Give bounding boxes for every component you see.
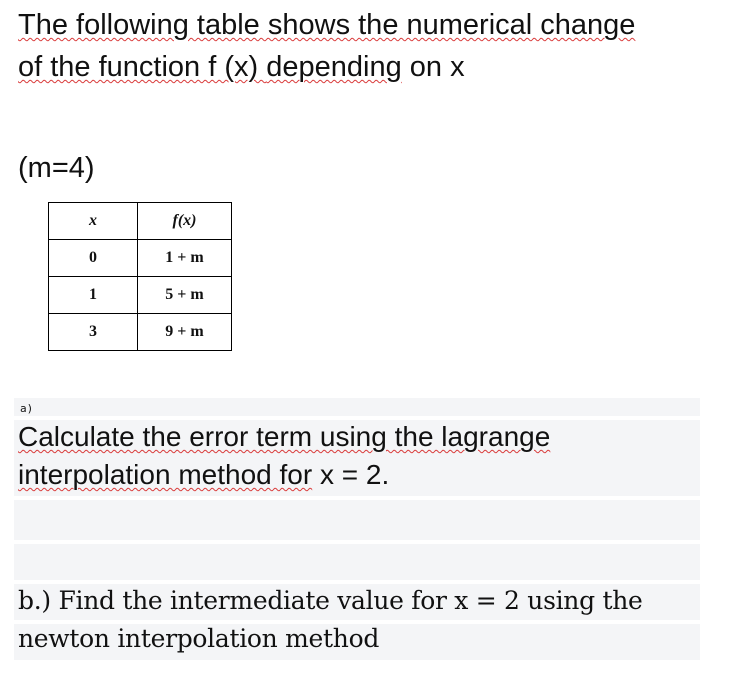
part-b-question — [18, 582, 708, 658]
m-value-text: (m=4) — [18, 152, 95, 184]
table-row — [49, 277, 232, 314]
background-band — [14, 500, 700, 540]
m-value-note — [18, 148, 95, 188]
cell-fx: 5 + m — [138, 277, 232, 314]
part-a-marker: a) — [20, 402, 34, 415]
part-b-line-1: b.) Find the intermediate value for x = 2 using the — [18, 586, 643, 615]
header-fx: f(x) — [138, 203, 232, 240]
cell-x: 0 — [49, 240, 138, 277]
header-x: x — [49, 203, 138, 240]
part-b-line-2: newton interpolation method — [18, 624, 380, 653]
intro-line-2-text-a: of the function f (x) — [18, 51, 267, 83]
part-a-line-1-text: Calculate the error term using the lagrange — [18, 421, 551, 452]
intro-line-2-text-b: depending — [266, 51, 402, 83]
part-a-line-1 — [18, 418, 698, 456]
part-a-line-2-text-a: interpolation method for — [18, 459, 313, 490]
table-row — [49, 240, 232, 277]
cell-x: 3 — [49, 314, 138, 351]
part-a-question — [18, 418, 698, 494]
cell-fx: 1 + m — [138, 240, 232, 277]
intro-line-1-text: The following table shows the numerical change — [18, 9, 636, 41]
part-a-line-2-text-b: x = 2. — [312, 459, 390, 490]
intro-line-2 — [18, 46, 718, 88]
background-band — [14, 398, 700, 416]
part-a-line-2 — [18, 456, 698, 494]
table-row — [49, 314, 232, 351]
question-intro — [18, 4, 718, 88]
values-table — [48, 202, 232, 351]
intro-line-2-text-c: on x — [401, 51, 465, 83]
cell-x: 1 — [49, 277, 138, 314]
cell-fx: 9 + m — [138, 314, 232, 351]
table-header-row — [49, 203, 232, 240]
intro-line-1 — [18, 4, 718, 46]
background-band — [14, 544, 700, 580]
